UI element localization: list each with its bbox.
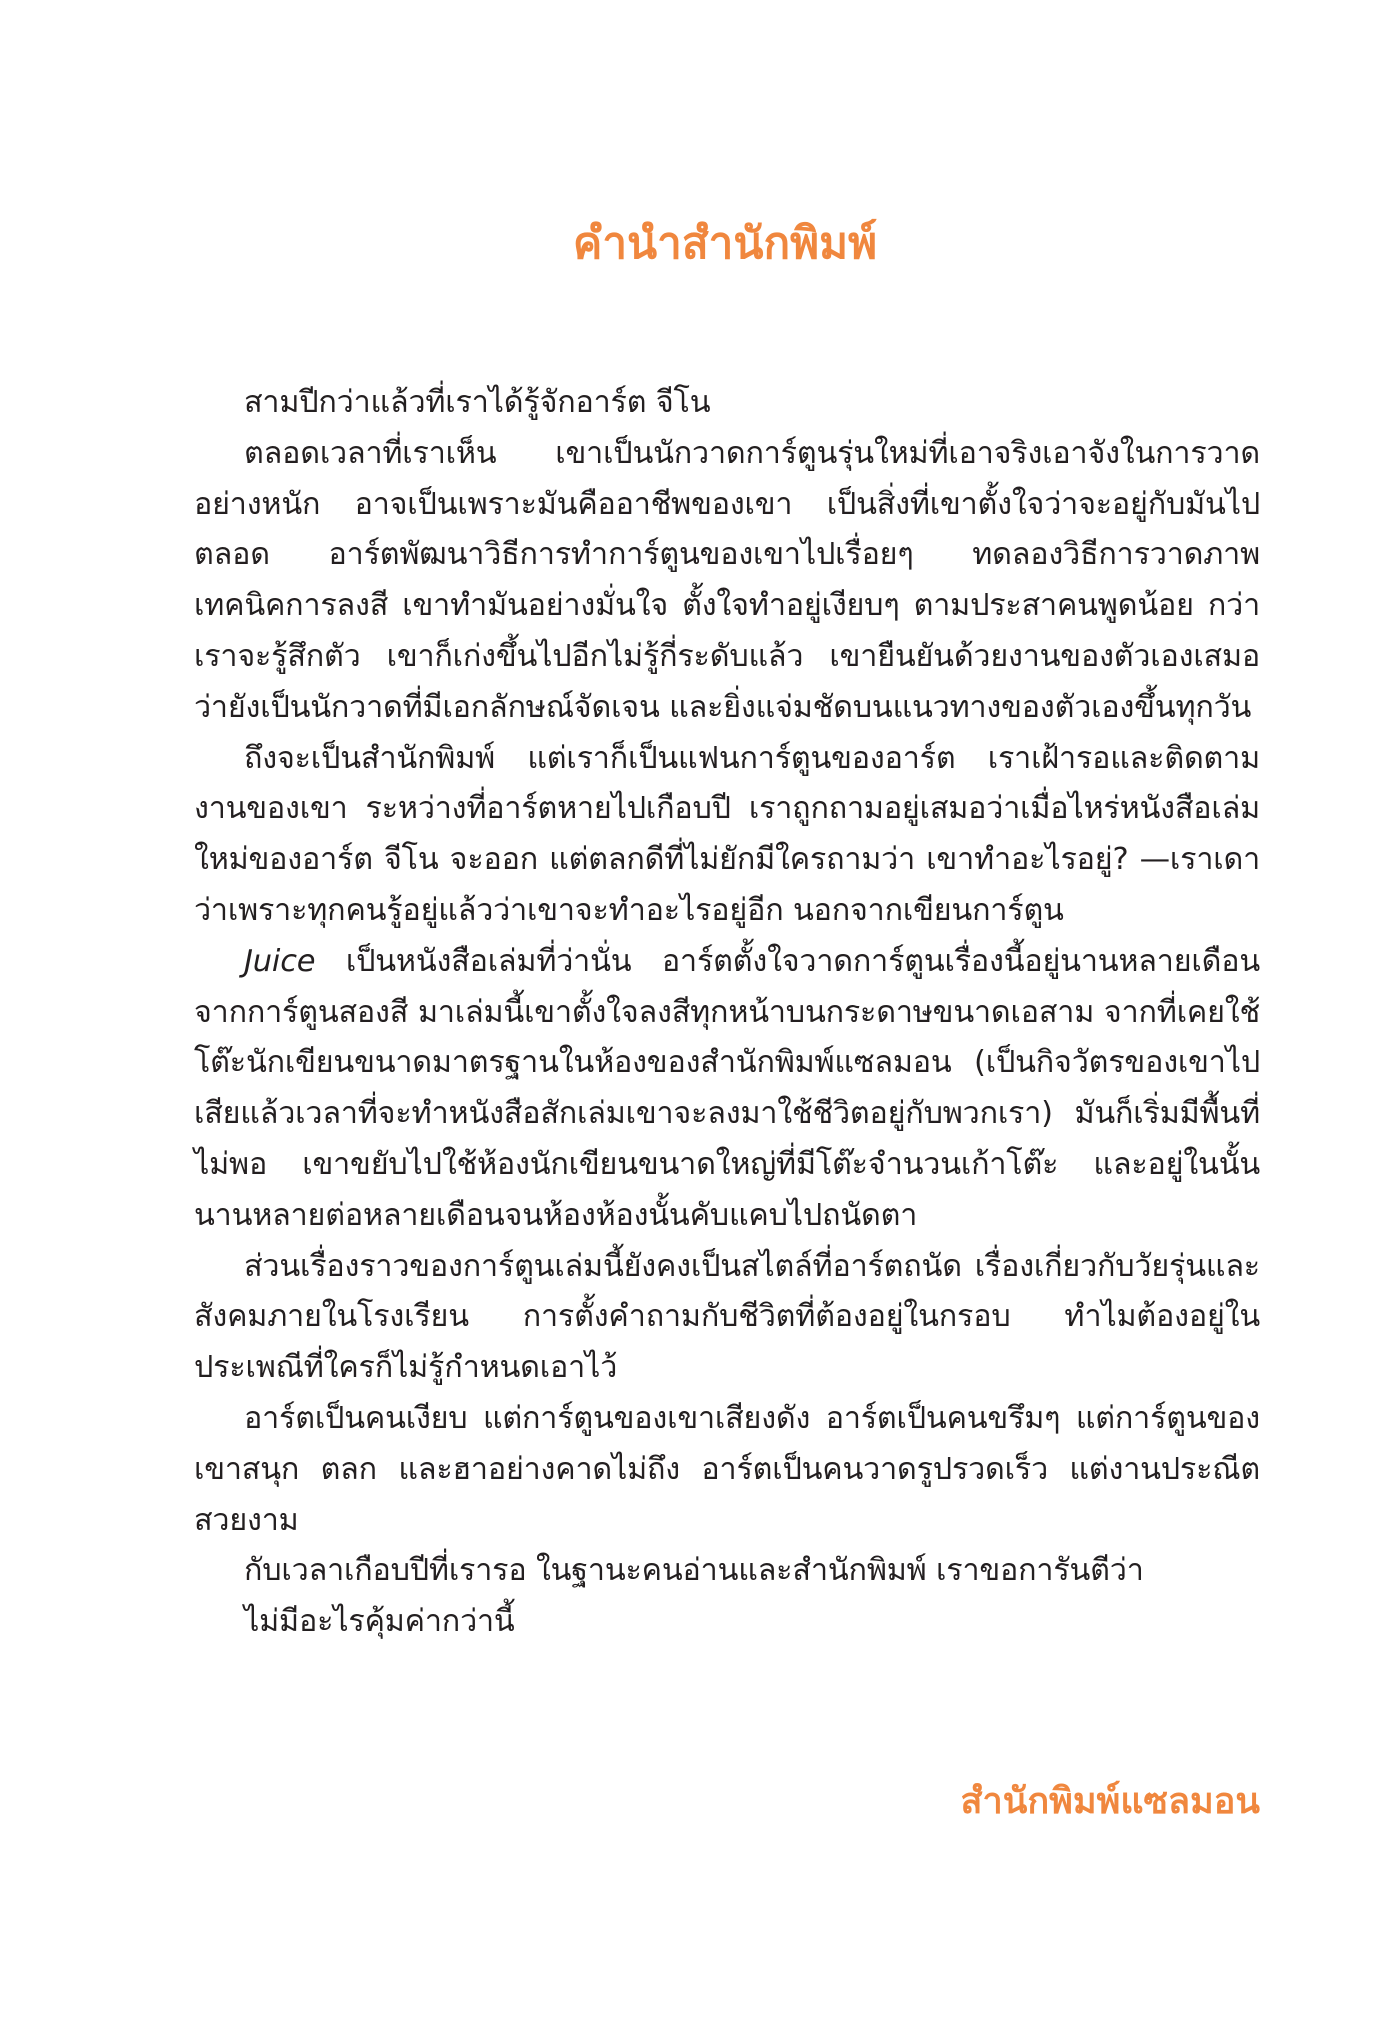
paragraph-5: ส่วนเรื่องราวของการ์ตูนเล่มนี้ยังคงเป็นสไตล์ที่อาร์ตถนัด เรื่องเกี่ยวกับวัยรุ่นและสังคมภายในโรงเรียน การตั้งคำถามกับชีวิตที่ต้องอยู่ในกรอบ ทำไมต้องอยู่ในประเพณีที่ใครก็ไม่รู้กำหนดเอาไว้ [194, 1248, 1260, 1386]
page-title: คำนำสำนักพิมพ์ [572, 218, 878, 269]
paragraph-7: กับเวลาเกือบปีที่เรารอ ในฐานะคนอ่านและสำนักพิมพ์ เราขอการันตีว่า [244, 1553, 1144, 1589]
book-title-juice: Juice [244, 943, 316, 979]
paragraph-4-text: เป็นหนังสือเล่มที่ว่านั่น อาร์ตตั้งใจวาดการ์ตูนเรื่องนี้อยู่นานหลายเดือน จากการ์ตูนสองสี มาเล่มนี้เขาตั้งใจลงสีทุกหน้าบนกระดาษขนาดเอสาม จากที่เคยใช้โต๊ะนักเขียนขนาดมาตรฐานในห้องของสำนักพิมพ์แซลมอน (เป็นกิจวัตรของเขาไปเสียแล้วเวลาที่จะทำหนังสือสักเล่มเขาจะลงมาใช้ชีวิตอยู่กับพวกเรา) มันก็เริ่มมีพื้นที่ไม่พอ เขาขยับไปใช้ห้องนักเขียนขนาดใหญ่ที่มีโต๊ะจำนวนเก้าโต๊ะ และอยู่ในนั้นนานหลายต่อหลายเดือนจนห้องห้องนั้นคับแคบไปถนัดตา [194, 943, 1260, 1233]
paragraph-3: ถึงจะเป็นสำนักพิมพ์ แต่เราก็เป็นแฟนการ์ตูนของอาร์ต เราเฝ้ารอและติดตามงานของเขา ระหว่างที่อาร์ตหายไปเกือบปี เราถูกถามอยู่เสมอว่าเมื่อไหร่หนังสือเล่มใหม่ของอาร์ต จีโน จะออก แต่ตลกดีที่ไม่ยักมีใครถามว่า เขาทำอะไรอยู่? —เราเดาว่าเพราะทุกคนรู้อยู่แล้วว่าเขาจะทำอะไรอยู่อีก นอกจากเขียนการ์ตูน [194, 740, 1260, 928]
preface-body [194, 378, 1260, 1648]
paragraph-8: ไม่มีอะไรคุ้มค่ากว่านี้ [244, 1604, 515, 1640]
paragraph-1: สามปีกว่าแล้วที่เราได้รู้จักอาร์ต จีโน [244, 385, 711, 420]
paragraph-6: อาร์ตเป็นคนเงียบ แต่การ์ตูนของเขาเสียงดัง อาร์ตเป็นคนขรึมๆ แต่การ์ตูนของเขาสนุก ตลก และฮาอย่างคาดไม่ถึง อาร์ตเป็นคนวาดรูปรวดเร็ว แต่งานประณีต สวยงาม [194, 1400, 1260, 1538]
paragraph-4 [194, 937, 1260, 1242]
paragraph-2: ตลอดเวลาที่เราเห็น เขาเป็นนักวาดการ์ตูนรุ่นใหม่ที่เอาจริงเอาจังในการวาดอย่างหนัก อาจเป็นเพราะมันคืออาชีพของเขา เป็นสิ่งที่เขาตั้งใจว่าจะอยู่กับมันไปตลอด อาร์ตพัฒนาวิธีการทำการ์ตูนของเขาไปเรื่อยๆ ทดลองวิธีการวาดภาพ เทคนิคการลงสี เขาทำมันอย่างมั่นใจ ตั้งใจทำอยู่เงียบๆ ตามประสาคนพูดน้อย กว่าเราจะรู้สึกตัว เขาก็เก่งขึ้นไปอีกไม่รู้กี่ระดับแล้ว เขายืนยันด้วยงานของตัวเองเสมอว่ายังเป็นนักวาดที่มีเอกลักษณ์จัดเจน และยิ่งแจ่มชัดบนแนวทางของตัวเองขึ้นทุกวัน [194, 435, 1260, 725]
publisher-signature: สำนักพิมพ์แซลมอน [960, 1781, 1260, 1822]
